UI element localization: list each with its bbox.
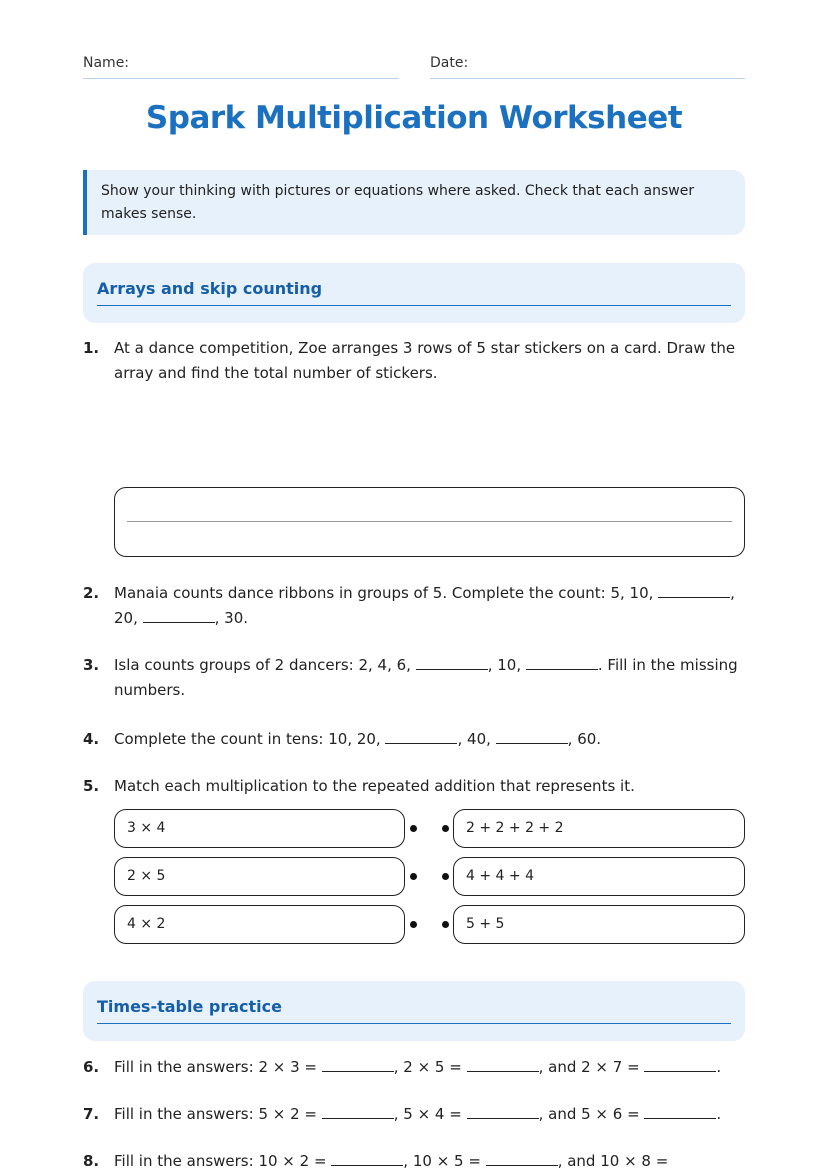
question-number: 3. [83,656,100,674]
answer-blank[interactable] [496,727,568,744]
question-text [114,1055,745,1080]
instruction-note: Show your thinking with pictures or equations where asked. Check that each answer makes sense. [83,170,745,235]
match-dot[interactable] [410,825,417,832]
section-rule [97,305,731,306]
section-label: Arrays and skip counting [97,279,323,298]
text-part: , 10 × 5 = [403,1152,486,1170]
answer-blank[interactable] [644,1055,716,1072]
answer-blank[interactable] [658,581,730,598]
question-text [114,581,745,631]
answer-blank[interactable] [143,606,215,623]
text-part: Complete the count in tens: 10, 20, [114,730,386,748]
text-part: Fill in the answers: 5 × 2 = [114,1105,322,1123]
answer-line [127,521,732,522]
answer-blank[interactable] [322,1102,394,1119]
answer-blank[interactable] [322,1055,394,1072]
answer-blank[interactable] [416,653,488,670]
text-part: . Fill in the missing numbers. [114,656,738,699]
question-number: 8. [83,1152,100,1170]
section-label: Times-table practice [97,997,282,1016]
question-number: 2. [83,584,100,602]
name-field[interactable] [83,52,399,79]
text-part: Fill in the answers: 10 × 2 = [114,1152,332,1170]
question-text: At a dance competition, Zoe arranges 3 rows of 5 star stickers on a card. Draw the array and find the total number of stickers. [114,339,736,382]
text-part: , 5 × 4 = [393,1105,467,1123]
text-part: Isla counts groups of 2 dancers: 2, 4, 6, [114,656,416,674]
answer-box[interactable] [114,487,745,557]
text-part: , 60. [567,730,602,748]
question-text [114,1102,745,1127]
match-left-item[interactable]: 3 × 4 [114,809,405,848]
text-part: , and 5 × 6 = [538,1105,645,1123]
match-left-item[interactable]: 2 × 5 [114,857,405,896]
question-text [114,1149,745,1174]
match-right-item[interactable]: 4 + 4 + 4 [453,857,745,896]
text-part: . [716,1105,722,1123]
text-part: , and 10 × 8 = [557,1152,669,1170]
text-part: , 40, [457,730,496,748]
match-right-item[interactable]: 5 + 5 [453,905,745,944]
match-right-item[interactable]: 2 + 2 + 2 + 2 [453,809,745,848]
question-number: 6. [83,1058,100,1076]
text-part: , and 2 × 7 = [538,1058,645,1076]
worksheet-title: Spark Multiplication Worksheet [145,100,683,136]
text-part: Manaia counts dance ribbons in groups of 5. Complete the count: 5, 10, [114,584,659,602]
date-field[interactable] [430,52,745,79]
answer-blank[interactable] [526,653,598,670]
answer-blank[interactable] [467,1055,539,1072]
text-part: , 30. [214,609,249,627]
text-part: , 10, [487,656,526,674]
question-text [114,727,745,752]
text-part: Fill in the answers: 2 × 3 = [114,1058,322,1076]
match-dot[interactable] [410,921,417,928]
text-part: . [716,1058,722,1076]
match-dot[interactable] [442,873,449,880]
text-part: , 2 × 5 = [393,1058,467,1076]
answer-blank[interactable] [385,727,457,744]
question-text: Match each multiplication to the repeated addition that represents it. [114,777,635,795]
answer-blank[interactable] [644,1102,716,1119]
match-dot[interactable] [442,825,449,832]
section-times-table [83,981,745,1041]
question-number: 5. [83,777,100,795]
answer-blank[interactable] [486,1149,558,1166]
section-rule [97,1023,731,1024]
answer-blank[interactable] [467,1102,539,1119]
name-label: Name: [83,55,130,71]
answer-blank[interactable] [331,1149,403,1166]
question-text [114,653,745,703]
question-number: 4. [83,730,100,748]
question-number: 7. [83,1105,100,1123]
date-label: Date: [430,55,469,71]
question-number: 1. [83,339,100,357]
section-arrays [83,263,745,323]
match-dot[interactable] [410,873,417,880]
match-left-item[interactable]: 4 × 2 [114,905,405,944]
text-part: , 20, [114,584,735,627]
match-dot[interactable] [442,921,449,928]
